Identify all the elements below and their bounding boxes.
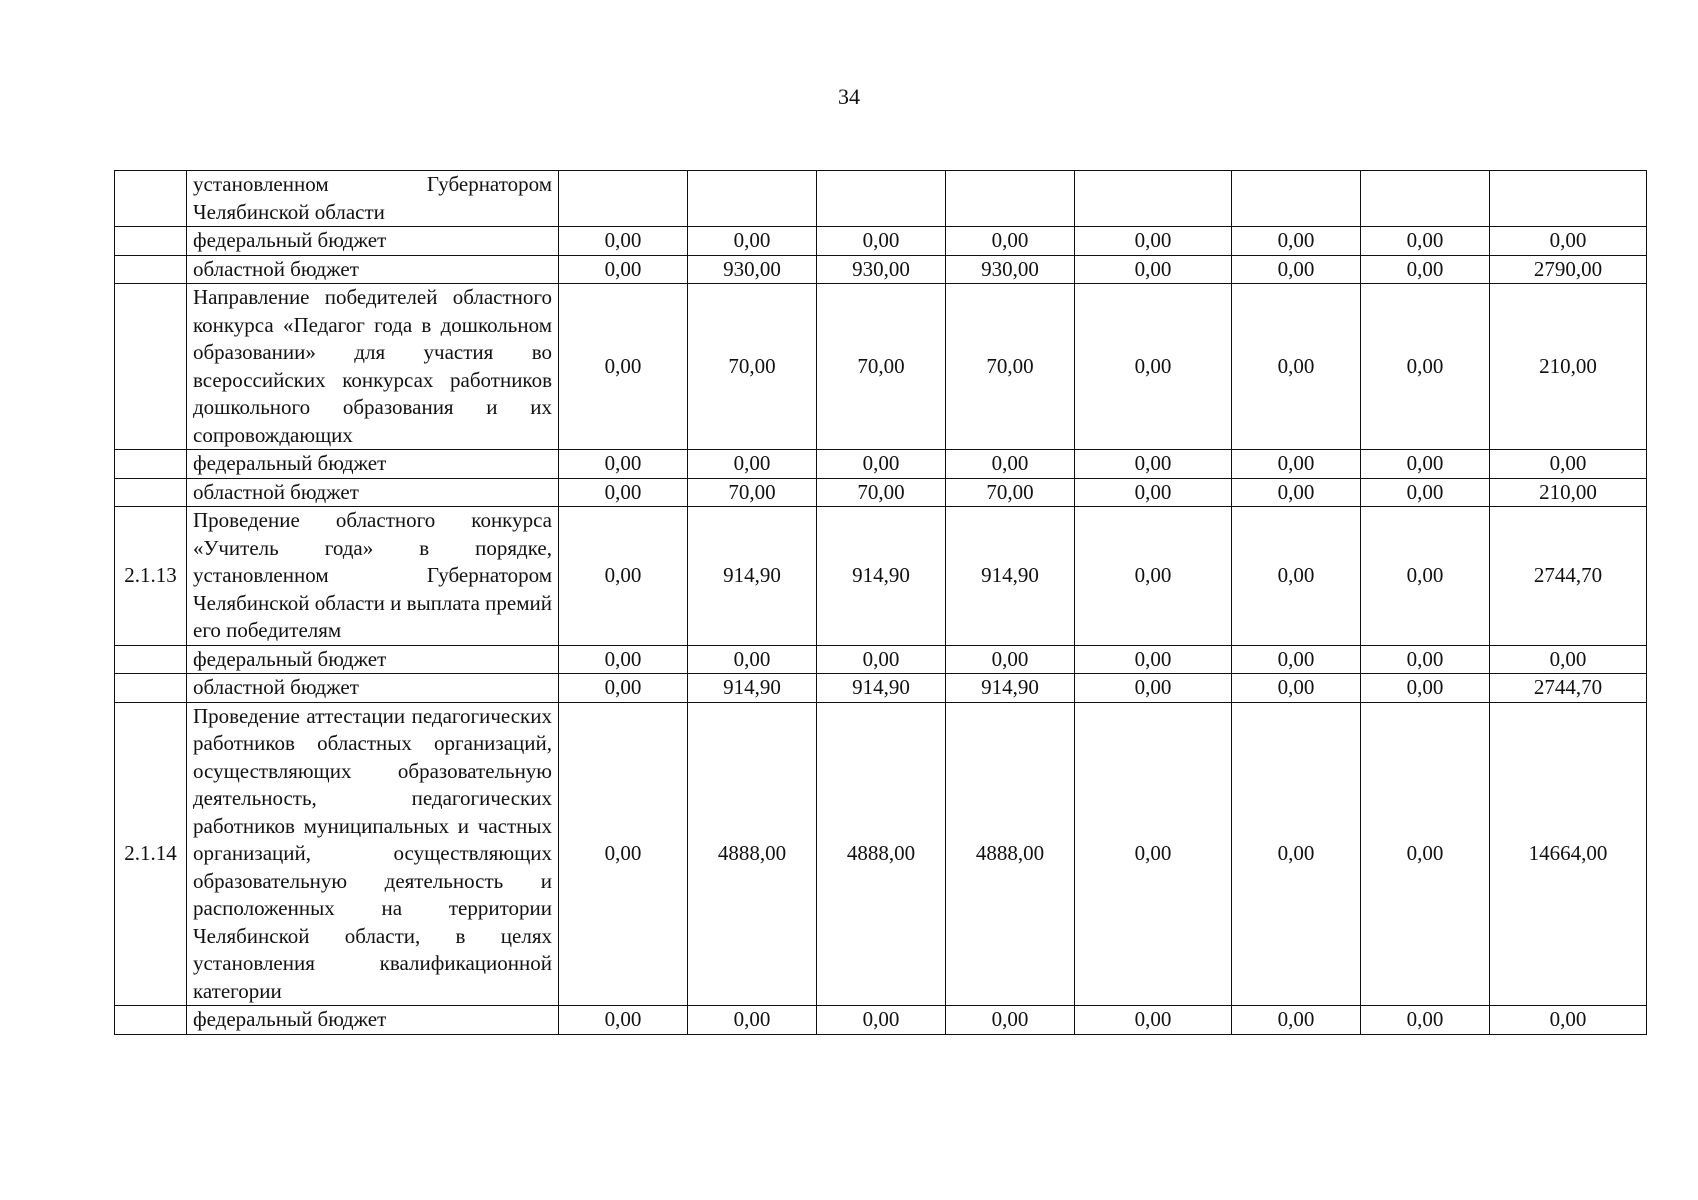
- value-cell: 914,90: [946, 674, 1075, 703]
- value-cell: [946, 171, 1075, 227]
- value-cell: 0,00: [559, 507, 688, 646]
- table-row: [115, 645, 1647, 674]
- value-cell: 0,00: [1075, 507, 1232, 646]
- value-cell: 0,00: [559, 450, 688, 479]
- value-cell: 930,00: [946, 255, 1075, 284]
- value-cell: 0,00: [1232, 674, 1361, 703]
- row-number-cell: 2.1.13: [115, 507, 187, 646]
- value-cell: 0,00: [1075, 284, 1232, 450]
- value-cell: 0,00: [1490, 227, 1647, 256]
- row-name-cell: областной бюджет: [187, 674, 559, 703]
- value-cell: 0,00: [1075, 645, 1232, 674]
- value-cell: 210,00: [1490, 478, 1647, 507]
- value-cell: 0,00: [688, 1006, 817, 1035]
- row-name-cell: федеральный бюджет: [187, 645, 559, 674]
- value-cell: 0,00: [559, 674, 688, 703]
- value-cell: 0,00: [1232, 478, 1361, 507]
- value-cell: [817, 171, 946, 227]
- value-cell: 2744,70: [1490, 674, 1647, 703]
- value-cell: 0,00: [1075, 227, 1232, 256]
- value-cell: 0,00: [559, 1006, 688, 1035]
- budget-table: [114, 170, 1647, 1035]
- value-cell: [1361, 171, 1490, 227]
- value-cell: [1232, 171, 1361, 227]
- table-row: [115, 1006, 1647, 1035]
- value-cell: 70,00: [817, 478, 946, 507]
- table-row: [115, 478, 1647, 507]
- value-cell: 0,00: [559, 284, 688, 450]
- value-cell: 0,00: [559, 645, 688, 674]
- value-cell: 0,00: [946, 1006, 1075, 1035]
- value-cell: 210,00: [1490, 284, 1647, 450]
- value-cell: 0,00: [1361, 1006, 1490, 1035]
- value-cell: 0,00: [1232, 507, 1361, 646]
- value-cell: 0,00: [1361, 645, 1490, 674]
- value-cell: 4888,00: [817, 702, 946, 1006]
- page-number: 34: [838, 84, 860, 109]
- value-cell: 0,00: [1232, 227, 1361, 256]
- value-cell: 70,00: [688, 478, 817, 507]
- value-cell: 0,00: [1361, 507, 1490, 646]
- table-row: [115, 702, 1647, 1006]
- value-cell: 0,00: [1232, 255, 1361, 284]
- value-cell: 0,00: [1075, 255, 1232, 284]
- value-cell: [1075, 171, 1232, 227]
- value-cell: 4888,00: [946, 702, 1075, 1006]
- value-cell: 70,00: [688, 284, 817, 450]
- value-cell: 2744,70: [1490, 507, 1647, 646]
- value-cell: 0,00: [688, 450, 817, 479]
- table-row: [115, 171, 1647, 227]
- value-cell: 930,00: [817, 255, 946, 284]
- value-cell: 14664,00: [1490, 702, 1647, 1006]
- row-name-cell: областной бюджет: [187, 478, 559, 507]
- table-row: [115, 284, 1647, 450]
- value-cell: 0,00: [559, 702, 688, 1006]
- value-cell: 0,00: [1075, 674, 1232, 703]
- value-cell: 70,00: [946, 478, 1075, 507]
- table-row: [115, 227, 1647, 256]
- value-cell: 0,00: [946, 645, 1075, 674]
- row-number-cell: [115, 645, 187, 674]
- value-cell: 0,00: [1490, 1006, 1647, 1035]
- row-name-cell: областной бюджет: [187, 255, 559, 284]
- value-cell: 930,00: [688, 255, 817, 284]
- value-cell: 0,00: [1361, 450, 1490, 479]
- value-cell: 0,00: [1490, 450, 1647, 479]
- value-cell: 0,00: [559, 227, 688, 256]
- value-cell: 0,00: [1361, 284, 1490, 450]
- value-cell: 0,00: [1232, 645, 1361, 674]
- value-cell: 0,00: [559, 478, 688, 507]
- value-cell: 914,90: [688, 507, 817, 646]
- row-name-cell: Направление победителей областного конкурса «Педагог года в дошкольном образовании» для участия во всероссийских конкурсах работников дошкольного образования и их сопровождающих: [187, 284, 559, 450]
- row-name-cell: Проведение областного конкурса «Учитель года» в порядке, установленном Губернатором Челябинской области и выплата премий его победителям: [187, 507, 559, 646]
- row-number-cell: [115, 171, 187, 227]
- value-cell: 0,00: [1361, 702, 1490, 1006]
- row-number-cell: 2.1.14: [115, 702, 187, 1006]
- value-cell: 2790,00: [1490, 255, 1647, 284]
- value-cell: 0,00: [1361, 227, 1490, 256]
- value-cell: 0,00: [1075, 478, 1232, 507]
- row-number-cell: [115, 255, 187, 284]
- value-cell: 914,90: [817, 507, 946, 646]
- row-name-cell: федеральный бюджет: [187, 227, 559, 256]
- value-cell: 0,00: [946, 450, 1075, 479]
- value-cell: [688, 171, 817, 227]
- value-cell: 0,00: [1075, 450, 1232, 479]
- value-cell: 70,00: [946, 284, 1075, 450]
- table-row: [115, 450, 1647, 479]
- value-cell: 0,00: [817, 1006, 946, 1035]
- value-cell: 0,00: [1361, 255, 1490, 284]
- row-number-cell: [115, 284, 187, 450]
- row-name-cell: федеральный бюджет: [187, 450, 559, 479]
- value-cell: 0,00: [559, 255, 688, 284]
- value-cell: 0,00: [1490, 645, 1647, 674]
- table-row: [115, 255, 1647, 284]
- value-cell: 0,00: [946, 227, 1075, 256]
- value-cell: 0,00: [1075, 702, 1232, 1006]
- table-row: [115, 507, 1647, 646]
- value-cell: 0,00: [1361, 478, 1490, 507]
- row-number-cell: [115, 478, 187, 507]
- table-row: [115, 674, 1647, 703]
- value-cell: 0,00: [1361, 674, 1490, 703]
- row-name-cell: Проведение аттестации педагогических работников областных организаций, осуществляющих образовательную деятельность, педагогических работников муниципальных и частных организаций, осуществляющих образовательную деятельность и расположенных на территории Челябинской области, в целях установления квалификационной категории: [187, 702, 559, 1006]
- value-cell: 4888,00: [688, 702, 817, 1006]
- value-cell: [559, 171, 688, 227]
- value-cell: 0,00: [817, 450, 946, 479]
- value-cell: 914,90: [688, 674, 817, 703]
- value-cell: 0,00: [817, 227, 946, 256]
- row-number-cell: [115, 227, 187, 256]
- row-name-cell: федеральный бюджет: [187, 1006, 559, 1035]
- value-cell: 0,00: [1075, 1006, 1232, 1035]
- value-cell: 914,90: [946, 507, 1075, 646]
- value-cell: 0,00: [1232, 702, 1361, 1006]
- value-cell: 914,90: [817, 674, 946, 703]
- value-cell: 0,00: [1232, 450, 1361, 479]
- value-cell: 0,00: [1232, 284, 1361, 450]
- value-cell: 70,00: [817, 284, 946, 450]
- row-number-cell: [115, 674, 187, 703]
- row-number-cell: [115, 1006, 187, 1035]
- value-cell: 0,00: [817, 645, 946, 674]
- value-cell: 0,00: [688, 227, 817, 256]
- value-cell: 0,00: [1232, 1006, 1361, 1035]
- row-name-cell: установленном Губернатором Челябинской области: [187, 171, 559, 227]
- value-cell: 0,00: [688, 645, 817, 674]
- row-number-cell: [115, 450, 187, 479]
- value-cell: [1490, 171, 1647, 227]
- table-body: [115, 171, 1647, 1035]
